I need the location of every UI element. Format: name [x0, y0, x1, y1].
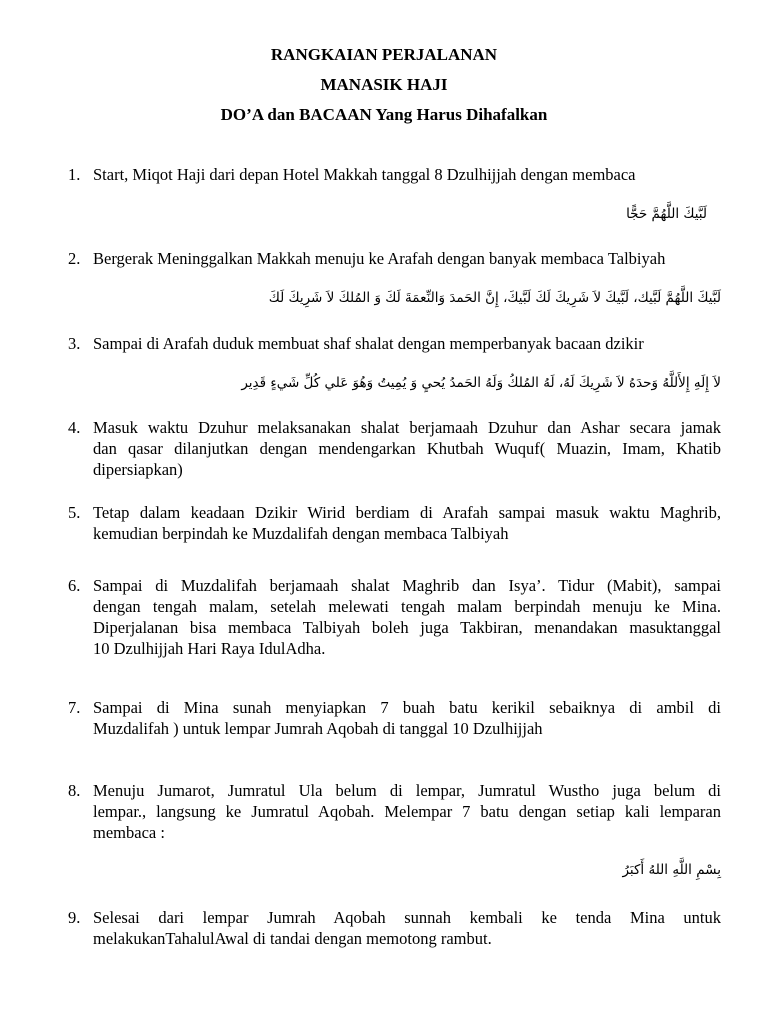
item-number: 6.: [68, 576, 81, 595]
item-text-line: lempar., langsung ke Jumratul Aqobah. Melempar 7 batu dengan setiap kali lemparan: [93, 802, 721, 821]
item-number: 4.: [68, 418, 81, 437]
item-text-line: Menuju Jumarot, Jumratul Ula belum di lempar, Jumratul Wustho juga belum di: [93, 781, 721, 800]
item-text-line: Sampai di Muzdalifah berjamaah shalat Maghrib dan Isya’. Tidur (Mabit), sampai: [93, 576, 721, 595]
title-line-3: DO’A dan BACAAN Yang Harus Dihafalkan: [220, 105, 548, 124]
item-text-line: membaca :: [93, 823, 165, 842]
item-number: 7.: [68, 698, 81, 717]
item-number: 9.: [68, 908, 81, 927]
item-text-line: dengan tengah malam, setelah melewati tengah malam berpindah menuju ke Mina.: [93, 597, 721, 616]
item-text: [93, 697, 721, 739]
item-text-line: Start, Miqot Haji dari depan Hotel Makkah tanggal 8 Dzulhijjah dengan membaca: [93, 165, 636, 184]
item-text-line: Masuk waktu Dzuhur melaksanakan shalat berjamaah Dzuhur dan Ashar secara jamak: [93, 418, 721, 437]
arabic-recitation: لاَ إِلَهِ إِلأَللَّهُ وَحدَهُ لاَ شَرِيكَ لَهُ، لَهُ المُلكُ وَلَهُ الحَمدُ يُحيِ وَ يُمِيتُ وَهُوَ عَلي كُلِّ شَيءٍ قَدِير: [241, 375, 721, 391]
item-number: 1.: [68, 165, 81, 184]
item-text-line: Sampai di Arafah duduk membuat shaf shalat dengan memperbanyak bacaan dzikir: [93, 334, 644, 353]
item-text: [93, 417, 721, 480]
item-number: 5.: [68, 503, 81, 522]
item-text: [93, 575, 721, 659]
item-text: [93, 907, 721, 949]
arabic-recitation: لَبَّيكَ اللَّهُمَّ حَجًّا: [626, 206, 707, 222]
item-text-line: dan qasar dilanjutkan dengan mendengarkan Khutbah Wuquf( Muazin, Imam, Khatib: [93, 439, 721, 458]
item-text: [93, 333, 721, 354]
title-line-2: MANASIK HAJI: [320, 75, 448, 94]
title-line-1: RANGKAIAN PERJALANAN: [270, 45, 498, 64]
item-text-line: Tetap dalam keadaan Dzikir Wirid berdiam di Arafah sampai masuk waktu Maghrib,: [93, 503, 721, 522]
item-text-line: Selesai dari lempar Jumrah Aqobah sunnah kembali ke tenda Mina untuk: [93, 908, 721, 927]
item-text-line: Muzdalifah ) untuk lempar Jumrah Aqobah di tanggal 10 Dzulhijjah: [93, 719, 543, 738]
item-text-line: melakukanTahalulAwal di tandai dengan memotong rambut.: [93, 929, 492, 948]
item-text-line: Diperjalanan bisa membaca Talbiyah boleh juga Takbiran, menandakan masuktanggal: [93, 618, 721, 637]
item-text: [93, 248, 721, 269]
item-text-line: 10 Dzulhijjah Hari Raya IdulAdha.: [93, 639, 326, 658]
item-text-line: Bergerak Meninggalkan Makkah menuju ke Arafah dengan banyak membaca Talbiyah: [93, 249, 666, 268]
arabic-recitation: بِسْمِ اللَّهِ اللهُ أَكبَرُ: [622, 862, 721, 878]
item-text-line: Sampai di Mina sunah menyiapkan 7 buah batu kerikil sebaiknya di ambil di: [93, 698, 721, 717]
item-text: [93, 164, 721, 185]
item-text-line: kemudian berpindah ke Muzdalifah dengan membaca Talbiyah: [93, 524, 509, 543]
item-number: 3.: [68, 334, 81, 353]
item-number: 2.: [68, 249, 81, 268]
item-text: [93, 502, 721, 544]
item-number: 8.: [68, 781, 81, 800]
item-text: [93, 780, 721, 843]
item-text-line: dipersiapkan): [93, 460, 183, 479]
arabic-recitation: لَبَّيكَ اللَّهُمَّ لَبَّيك، لَبَّيكَ لاَ شَرِيكَ لَكَ لَبَّيكَ، إِنَّ الحَمدَ وَالنِّعمَةَ لَكَ وَ المُلكَ لاَ شَرِيكَ لَكَ: [268, 290, 721, 306]
